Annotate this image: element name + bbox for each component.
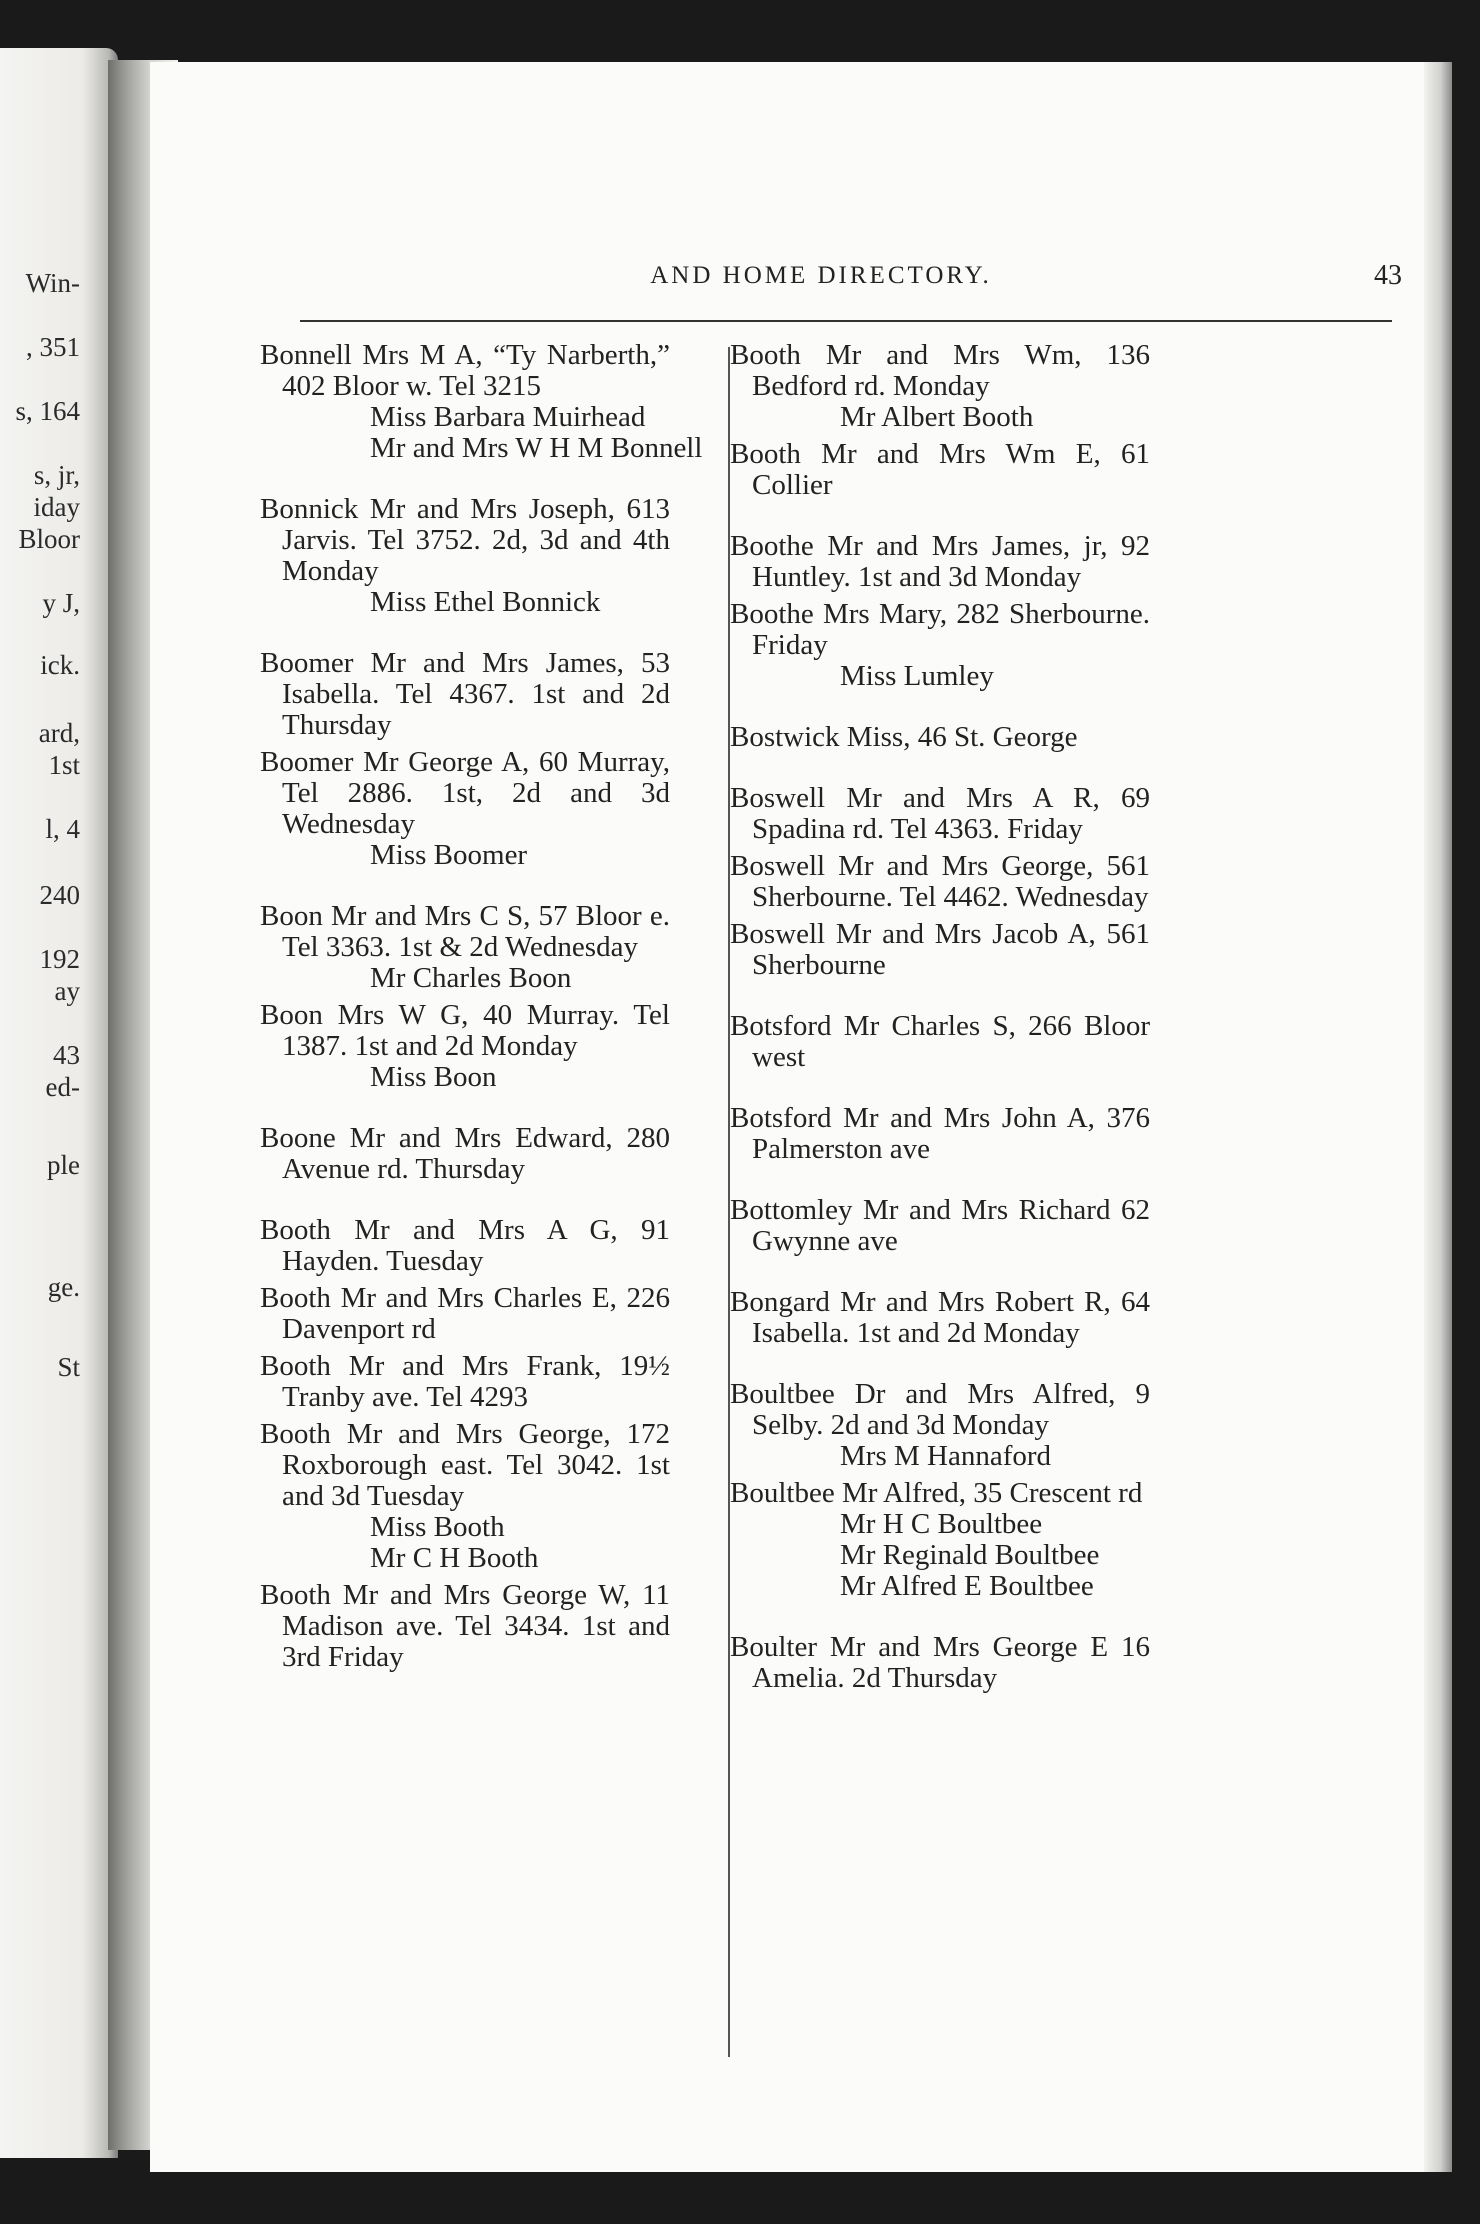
entry-text: Boon Mrs W G, 40 Murray. Tel 1387. 1st and 2d Monday — [260, 999, 670, 1062]
entry-text: Bongard Mr and Mrs Robert R, 64 Isabella. 1st and 2d Monday — [730, 1286, 1150, 1349]
directory-entry — [730, 851, 1150, 913]
previous-page-text-fragment: s, jr, — [33, 460, 80, 490]
previous-page-text-fragment: ick. — [40, 650, 80, 680]
directory-entry — [260, 901, 670, 994]
directory-entry — [730, 1379, 1150, 1472]
entry-text: Booth Mr and Mrs Wm, 136 Bedford rd. Monday — [730, 339, 1150, 402]
directory-entry — [730, 531, 1150, 593]
previous-page-text-fragment: l, 4 — [45, 814, 80, 844]
household-member: Miss Boomer — [370, 839, 528, 871]
entry-text: Bostwick Miss, 46 St. George — [730, 721, 1078, 753]
directory-entry — [260, 494, 670, 618]
household-member: Mrs M Hannaford — [840, 1440, 1052, 1472]
directory-entry — [260, 339, 703, 464]
entry-text: Booth Mr and Mrs George W, 11 Madison ave. Tel 3434. 1st and 3rd Friday — [260, 1579, 670, 1673]
left-column — [260, 339, 703, 1703]
previous-page-edge — [0, 48, 118, 2158]
running-head: AND HOME DIRECTORY. — [650, 262, 992, 289]
directory-entry — [730, 783, 1150, 845]
household-member: Miss Boon — [370, 1061, 497, 1093]
entry-text: Booth Mr and Mrs Charles E, 226 Davenport rd — [260, 1282, 670, 1345]
previous-page-text-fragment: iday — [33, 492, 80, 522]
previous-page-text-fragment: s, 164 — [15, 396, 80, 426]
household-member: Mr Alfred E Boultbee — [840, 1570, 1094, 1602]
header-rule — [300, 320, 1392, 322]
entry-text: Booth Mr and Mrs Frank, 19½ Tranby ave. Tel 4293 — [260, 1350, 670, 1413]
entry-text: Booth Mr and Mrs A G, 91 Hayden. Tuesday — [260, 1214, 670, 1277]
previous-page-text-fragment: 240 — [39, 880, 80, 910]
directory-entry — [260, 1215, 670, 1277]
directory-entry — [260, 747, 670, 871]
entry-text: Boswell Mr and Mrs A R, 69 Spadina rd. Tel 4363. Friday — [730, 782, 1150, 845]
household-member: Mr and Mrs W H M Bonnell — [370, 432, 703, 464]
previous-page-text-fragment: ge. — [47, 1272, 80, 1302]
entry-text: Boultbee Mr Alfred, 35 Crescent rd — [730, 1477, 1143, 1509]
directory-entry — [730, 919, 1150, 981]
household-member: Mr H C Boultbee — [840, 1508, 1043, 1540]
household-member: Miss Barbara Muirhead — [370, 401, 646, 433]
previous-page-text-fragment: 192 — [39, 944, 80, 974]
entry-text: Boomer Mr George A, 60 Murray, Tel 2886. 1st, 2d and 3d Wednesday — [260, 746, 670, 840]
directory-entry — [730, 1478, 1150, 1602]
directory-entry — [730, 1195, 1150, 1257]
page-number: 43 — [1374, 260, 1402, 291]
entry-text: Boomer Mr and Mrs James, 53 Isabella. Tel 4367. 1st and 2d Thursday — [260, 647, 670, 741]
entry-text: Boothe Mrs Mary, 282 Sherbourne. Friday — [730, 598, 1150, 661]
entry-text: Boultbee Dr and Mrs Alfred, 9 Selby. 2d and 3d Monday — [730, 1378, 1150, 1441]
entry-text: Boulter Mr and Mrs George E 16 Amelia. 2d Thursday — [730, 1631, 1150, 1694]
directory-entry — [260, 1419, 670, 1574]
directory-page — [150, 62, 1452, 2172]
directory-entry — [730, 1011, 1150, 1073]
household-member: Miss Ethel Bonnick — [370, 586, 601, 618]
directory-entry — [260, 1123, 670, 1185]
directory-entry — [730, 340, 1150, 433]
previous-page-text-fragment: 1st — [48, 750, 80, 780]
directory-entry — [730, 722, 1150, 753]
entry-text: Botsford Mr Charles S, 266 Bloor west — [730, 1010, 1150, 1073]
previous-page-text-fragment: Bloor — [18, 524, 80, 554]
previous-page-text-fragment: ple — [47, 1150, 80, 1180]
entry-text: Booth Mr and Mrs George, 172 Roxborough east. Tel 3042. 1st and 3d Tuesday — [260, 1418, 670, 1512]
directory-entry — [730, 1287, 1150, 1349]
household-member: Mr Charles Boon — [370, 962, 572, 994]
entry-text: Bonnick Mr and Mrs Joseph, 613 Jarvis. Tel 3752. 2d, 3d and 4th Monday — [260, 493, 670, 587]
previous-page-text-fragment: Win- — [25, 268, 80, 298]
previous-page-text-fragment: St — [57, 1352, 80, 1382]
entry-text: Bonnell Mrs M A, “Ty Narberth,” 402 Bloor w. Tel 3215 — [260, 339, 670, 402]
page-edge-shadow — [1424, 62, 1452, 2172]
directory-entry — [260, 1000, 670, 1093]
household-member: Mr C H Booth — [370, 1542, 539, 1574]
previous-page-text-fragment: y J, — [42, 588, 80, 618]
directory-entry — [260, 1580, 670, 1673]
previous-page-text-fragment: ed- — [45, 1072, 80, 1102]
directory-entry — [260, 1283, 670, 1345]
entry-text: Boothe Mr and Mrs James, jr, 92 Huntley. 1st and 3d Monday — [730, 530, 1150, 593]
entry-text: Boone Mr and Mrs Edward, 280 Avenue rd. Thursday — [260, 1122, 670, 1185]
household-member: Miss Lumley — [840, 660, 994, 692]
entry-text: Boswell Mr and Mrs Jacob A, 561 Sherbourne — [730, 918, 1150, 981]
directory-entry — [730, 1103, 1150, 1165]
directory-entry — [730, 599, 1150, 692]
household-member: Mr Reginald Boultbee — [840, 1539, 1100, 1571]
previous-page-text-fragment: ay — [54, 976, 80, 1006]
previous-page-text-fragment: ard, — [38, 718, 80, 748]
directory-entry — [730, 1632, 1150, 1694]
entry-text: Boswell Mr and Mrs George, 561 Sherbourne. Tel 4462. Wednesday — [730, 850, 1150, 913]
household-member: Miss Booth — [370, 1511, 505, 1543]
household-member: Mr Albert Booth — [840, 401, 1034, 433]
previous-page-text-fragment: , 351 — [26, 332, 80, 362]
entry-text: Boon Mr and Mrs C S, 57 Bloor e. Tel 3363. 1st & 2d Wednesday — [260, 900, 670, 963]
entry-text: Botsford Mr and Mrs John A, 376 Palmerston ave — [730, 1102, 1150, 1165]
page-header — [290, 262, 1412, 302]
previous-page-text-fragment: 43 — [53, 1040, 80, 1070]
right-column — [730, 340, 1150, 1724]
entry-text: Booth Mr and Mrs Wm E, 61 Collier — [730, 438, 1150, 501]
directory-entry — [260, 648, 670, 741]
directory-entry — [260, 1351, 670, 1413]
directory-entry — [730, 439, 1150, 501]
entry-text: Bottomley Mr and Mrs Richard 62 Gwynne ave — [730, 1194, 1150, 1257]
